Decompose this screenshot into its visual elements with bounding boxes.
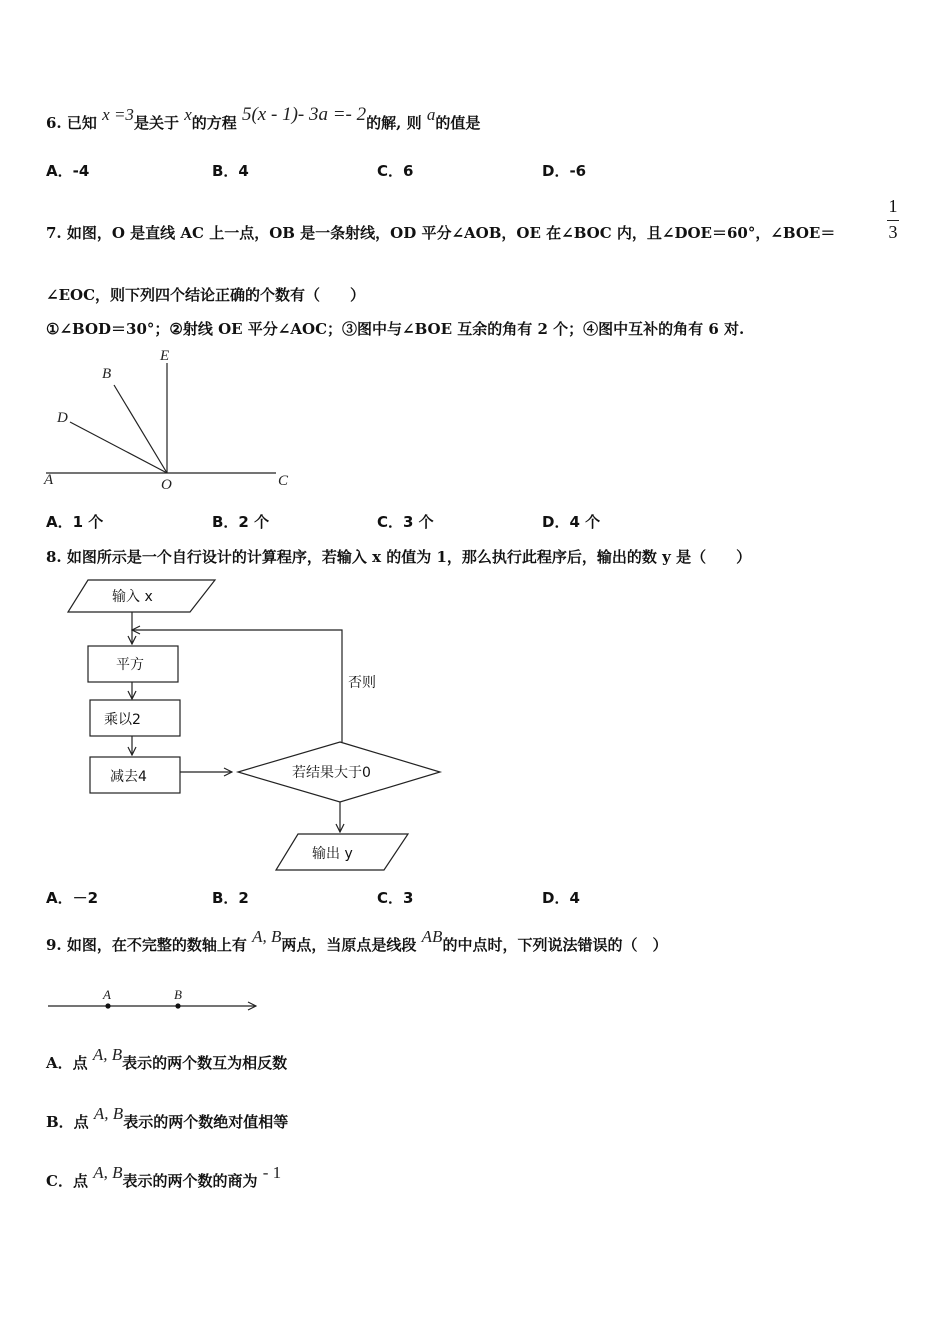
q8-option-b: B．2 bbox=[212, 889, 249, 907]
flow-step-minus-label: 减去4 bbox=[110, 769, 147, 785]
label-a: A bbox=[44, 472, 54, 488]
q7-statements: ①∠BOD＝30°；②射线 OE 平分∠AOC；③图中与∠BOE 互余的角有 2 个；④图中互补的角有 6 对. bbox=[46, 320, 745, 338]
q9-option-c-value: - 1 bbox=[262, 1163, 282, 1182]
q9-option-a-post: 表示的两个数互为相反数 bbox=[122, 1054, 288, 1072]
q6-option-b: B．4 bbox=[212, 162, 249, 180]
q6-equation: 5(x - 1)- 3a =- 2 bbox=[241, 104, 367, 125]
q7-fraction-numerator: 1 bbox=[888, 196, 898, 216]
point-b-label: B bbox=[174, 987, 182, 1002]
q9-text-post: 的中点时，下列说法错误的（ ） bbox=[442, 936, 668, 954]
q9-option-b-post: 表示的两个数绝对值相等 bbox=[123, 1113, 289, 1131]
q6-number: 6. bbox=[46, 114, 62, 132]
ray-ob bbox=[114, 385, 167, 473]
q6-option-a: A．-4 bbox=[46, 162, 90, 180]
q8-option-c: C．3 bbox=[377, 889, 414, 907]
q9-points-ab: A, B bbox=[252, 927, 282, 946]
q9-option-b-pre: B．点 bbox=[46, 1113, 89, 1131]
q9-option-a-pre: A．点 bbox=[46, 1054, 88, 1072]
q9-option-c-post: 表示的两个数的商为 bbox=[122, 1172, 258, 1190]
q6-text-mid1: 是关于 bbox=[133, 114, 179, 132]
q9-text-mid: 两点，当原点是线段 bbox=[281, 936, 417, 954]
q9-option-a bbox=[46, 1045, 288, 1073]
q9-option-c-pre: C．点 bbox=[46, 1172, 88, 1190]
q9-number-line bbox=[44, 985, 264, 1020]
q8-stem: 8. 如图所示是一个自行设计的计算程序，若输入 x 的值为 1，那么执行此程序后，输出的数 y 是（ ） bbox=[46, 548, 752, 566]
q9-option-b bbox=[46, 1104, 289, 1132]
q9-option-b-points: A, B bbox=[93, 1104, 124, 1123]
flow-output-label: 输出 y bbox=[312, 846, 353, 862]
label-e: E bbox=[160, 348, 170, 364]
q6-text-post: 的值是 bbox=[435, 114, 481, 132]
q9-text-pre: 9. 如图，在不完整的数轴上有 bbox=[46, 936, 247, 954]
q6-option-d: D．-6 bbox=[542, 162, 587, 180]
q9-option-c-points: A, B bbox=[93, 1163, 123, 1182]
flow-decision-label: 若结果大于0 bbox=[292, 765, 371, 781]
label-d: D bbox=[57, 410, 68, 426]
label-o: O bbox=[161, 477, 172, 493]
q7-stem-line2: ∠EOC，则下列四个结论正确的个数有（ ） bbox=[46, 286, 366, 304]
flow-step-double-label: 乘以2 bbox=[104, 712, 141, 728]
q7-stem-line1: 7. 如图，O 是直线 AC 上一点，OB 是一条射线，OD 平分∠AOB，OE 在∠BOC 内，且∠DOE＝60°，∠BOE＝ bbox=[46, 224, 836, 242]
q7-option-a: A．1 个 bbox=[46, 513, 104, 531]
q6-text-mid3: 的解, 则 bbox=[366, 114, 422, 132]
q6-var-x: x bbox=[184, 105, 192, 124]
point-a bbox=[105, 1003, 110, 1008]
q7-angle-figure bbox=[40, 345, 300, 495]
q7-option-b: B．2 个 bbox=[212, 513, 270, 531]
q7-fraction-bar bbox=[887, 220, 899, 221]
q9-option-a-points: A, B bbox=[92, 1045, 123, 1064]
q6-var-a: a bbox=[426, 105, 436, 124]
q9-stem bbox=[46, 927, 668, 955]
flow-input-label: 输入 x bbox=[112, 589, 153, 605]
flow-else-label: 否则 bbox=[348, 675, 376, 691]
q6-text-mid2: 的方程 bbox=[191, 114, 237, 132]
q7-option-c: C．3 个 bbox=[377, 513, 434, 531]
q7-option-d: D．4 个 bbox=[542, 513, 601, 531]
label-c: C bbox=[278, 473, 289, 489]
q6-option-c: C．6 bbox=[377, 162, 414, 180]
q6-eq-x3: x =3 bbox=[102, 105, 134, 124]
q6-text-pre: 已知 bbox=[66, 114, 97, 132]
flow-step-square-label: 平方 bbox=[116, 657, 144, 673]
q9-segment-ab: AB bbox=[421, 927, 443, 946]
q7-fraction-denominator: 3 bbox=[888, 222, 898, 242]
q6-stem bbox=[46, 104, 481, 134]
q8-option-d: D．4 bbox=[542, 889, 580, 907]
label-b: B bbox=[102, 366, 112, 382]
q9-option-c bbox=[46, 1163, 282, 1191]
q8-option-a: A．－2 bbox=[46, 889, 99, 907]
q8-flowchart bbox=[60, 572, 450, 882]
ray-od bbox=[70, 422, 167, 473]
point-a-label: A bbox=[103, 987, 111, 1002]
point-b bbox=[175, 1003, 180, 1008]
